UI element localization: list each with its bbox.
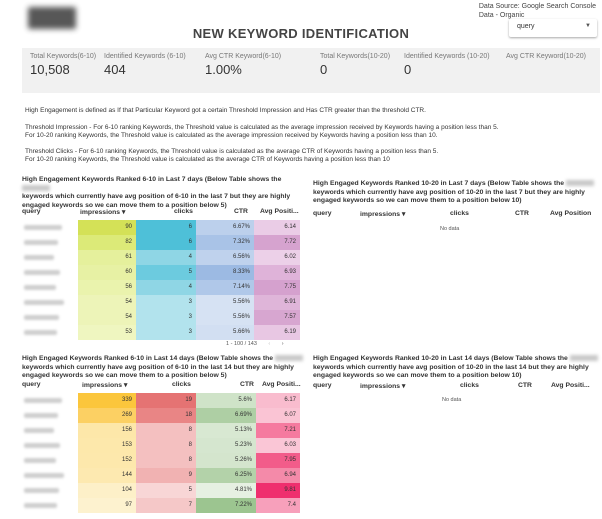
cell-pos: 6.19 xyxy=(254,325,300,340)
cell-ctr: 7.32% xyxy=(196,235,254,250)
table-row[interactable] xyxy=(22,235,300,250)
cell-clicks: 19 xyxy=(136,393,196,408)
cell-impressions: 82 xyxy=(78,235,136,250)
table1-pager xyxy=(226,341,284,347)
next-page-icon[interactable]: › xyxy=(281,341,284,347)
redacted-query xyxy=(24,428,54,433)
column-header-clicks[interactable]: clicks xyxy=(172,381,191,388)
table-row[interactable] xyxy=(22,265,300,280)
cell-ctr: 6.56% xyxy=(196,250,254,265)
dimension-select[interactable] xyxy=(509,19,597,37)
cell-ctr: 7.22% xyxy=(196,498,256,513)
cell-clicks: 4 xyxy=(136,250,196,265)
threshold-impression-10-20: For 10-20 ranking Keywords, the Threshold value is calculated as the average impression received by Keywords having a position less than 10. xyxy=(25,132,438,139)
table4-header-query[interactable]: query xyxy=(313,382,332,389)
cell-ctr: 6.25% xyxy=(196,468,256,483)
cell-impressions: 152 xyxy=(78,453,136,468)
redacted-query xyxy=(24,285,56,290)
cell-clicks: 18 xyxy=(136,408,196,423)
cell-ctr: 5.6% xyxy=(196,393,256,408)
cell-clicks: 3 xyxy=(136,295,196,310)
column-header-ctr[interactable]: CTR xyxy=(240,381,254,388)
kpi-bar xyxy=(22,48,600,93)
data-source-line: Data Source: Google Search Console xyxy=(478,3,596,10)
table4-header-ctr[interactable]: CTR xyxy=(518,382,532,389)
cell-pos: 6.03 xyxy=(256,438,300,453)
table-row[interactable] xyxy=(22,468,300,483)
column-header-ctr[interactable]: CTR xyxy=(234,208,248,215)
redacted-query xyxy=(24,473,64,478)
redacted-brand xyxy=(570,355,598,361)
cell-impressions: 156 xyxy=(78,423,136,438)
cell-pos: 9.81 xyxy=(256,483,300,498)
table-row[interactable] xyxy=(22,250,300,265)
cell-ctr: 5.13% xyxy=(196,423,256,438)
cell-ctr: 5.56% xyxy=(196,310,254,325)
table-row[interactable] xyxy=(22,438,300,453)
threshold-clicks-10-20: For 10-20 ranking Keywords, the Threshold value is calculated as the average CTR of Keywords having a position less than 10 xyxy=(25,156,390,163)
cell-impressions: 54 xyxy=(78,310,136,325)
table-row[interactable] xyxy=(22,498,300,513)
cell-ctr: 6.67% xyxy=(196,220,254,235)
cell-impressions: 56 xyxy=(78,280,136,295)
redacted-query xyxy=(24,398,62,403)
table4-header-impressions[interactable]: impressions ▾ xyxy=(360,383,406,390)
kpi-avg-ctr-10-20: Avg CTR Keyword(10-20) xyxy=(506,53,587,60)
data-type-line: Data - Organic xyxy=(478,12,525,19)
cell-ctr: 4.81% xyxy=(196,483,256,498)
page-title: NEW KEYWORD IDENTIFICATION xyxy=(192,26,410,41)
redacted-query xyxy=(24,225,62,230)
column-header-avg-position[interactable]: Avg Positi... xyxy=(260,208,299,215)
table-row[interactable] xyxy=(22,423,300,438)
cell-pos: 6.14 xyxy=(254,220,300,235)
table2-header-impressions[interactable]: impressions ▾ xyxy=(360,211,406,218)
table-row[interactable] xyxy=(22,325,300,340)
kpi-avg-ctr-6-10: Avg CTR Keyword(6-10) 1.00% xyxy=(205,53,282,77)
cell-impressions: 339 xyxy=(78,393,136,408)
redacted-query xyxy=(24,240,58,245)
cell-ctr: 5.23% xyxy=(196,438,256,453)
column-header-impressions[interactable]: impressions ▾ xyxy=(80,209,126,216)
cell-impressions: 54 xyxy=(78,295,136,310)
cell-clicks: 7 xyxy=(136,498,196,513)
cell-clicks: 8 xyxy=(136,423,196,438)
column-header-clicks[interactable]: clicks xyxy=(174,208,193,215)
table-row[interactable] xyxy=(22,310,300,325)
cell-impressions: 60 xyxy=(78,265,136,280)
cell-pos: 7.75 xyxy=(254,280,300,295)
table2-title: High Engaged Keywords Ranked 10-20 in Last 7 days (Below Table shows the keywords which currently have avg position of 10-20 in the last 7 but they are highly engaged keywords so we can move them to a position below 10) xyxy=(313,180,598,206)
table3-title: High Engaged Keywords Ranked 6-10 in Last 14 days (Below Table shows the keywords which currently have avg position of 6-10 in the last 14 but they are highly engaged keywords so we can move them to a position below 5) xyxy=(22,355,312,381)
column-header-impressions[interactable]: impressions ▾ xyxy=(82,382,128,389)
cell-clicks: 8 xyxy=(136,438,196,453)
table2-header-query[interactable]: query xyxy=(313,210,332,217)
redacted-query xyxy=(24,270,60,275)
cell-ctr: 5.66% xyxy=(196,325,254,340)
cell-impressions: 269 xyxy=(78,408,136,423)
chevron-down-icon: ▼ xyxy=(585,23,591,29)
table4-title: High Engaged Keywords Ranked 10-20 in Last 14 days (Below Table shows the keywords which currently have avg position of 10-20 in the last 14 but they are highly engaged keywords so we can move them to a position below 10) xyxy=(313,355,598,381)
table2-header-clicks[interactable]: clicks xyxy=(450,210,469,217)
table4-header-clicks[interactable]: clicks xyxy=(460,382,479,389)
table2-header-ctr[interactable]: CTR xyxy=(515,210,529,217)
table2-header-avg-position[interactable]: Avg Position xyxy=(550,210,592,217)
cell-clicks: 3 xyxy=(136,310,196,325)
cell-impressions: 61 xyxy=(78,250,136,265)
cell-ctr: 5.26% xyxy=(196,453,256,468)
table1-title: High Engagement Keywords Ranked 6-10 in Last 7 days (Below Table shows the keywords which currently have avg position of 6-10 in the last 7 but they are highly engaged keywords so we can move them to a position below 5) xyxy=(22,176,291,209)
column-header-query[interactable]: query xyxy=(22,208,41,215)
cell-impressions: 104 xyxy=(78,483,136,498)
cell-pos: 7.72 xyxy=(254,235,300,250)
cell-pos: 7.21 xyxy=(256,423,300,438)
table-row[interactable] xyxy=(22,453,300,468)
column-header-avg-position[interactable]: Avg Positi... xyxy=(262,381,301,388)
cell-pos: 7.4 xyxy=(256,498,300,513)
column-header-query[interactable]: query xyxy=(22,381,41,388)
table-row[interactable] xyxy=(22,408,300,423)
table3 xyxy=(22,379,300,519)
redacted-brand xyxy=(22,185,50,191)
cell-impressions: 153 xyxy=(78,438,136,453)
cell-clicks: 6 xyxy=(136,235,196,250)
cell-clicks: 9 xyxy=(136,468,196,483)
threshold-impression-6-10: Threshold Impression - For 6-10 ranking Keywords, the Threshold value is calculated as the average impression received by Keywords having a position less than 5. xyxy=(25,124,499,131)
cell-ctr: 8.33% xyxy=(196,265,254,280)
redacted-query xyxy=(24,503,57,508)
kpi-identified-keywords-10-20: Identified Keywords (10-20) 0 xyxy=(404,53,490,77)
cell-pos: 6.91 xyxy=(254,295,300,310)
cell-clicks: 6 xyxy=(136,220,196,235)
cell-pos: 6.17 xyxy=(256,393,300,408)
redacted-query xyxy=(24,330,57,335)
cell-pos: 6.94 xyxy=(256,468,300,483)
dimension-select-value: query xyxy=(517,23,535,30)
kpi-identified-keywords-6-10: Identified Keywords (6-10) 404 xyxy=(104,53,186,77)
cell-pos: 7.95 xyxy=(256,453,300,468)
table2-no-data: No data xyxy=(440,226,460,232)
cell-impressions: 53 xyxy=(78,325,136,340)
cell-clicks: 5 xyxy=(136,483,196,498)
table-row[interactable] xyxy=(22,220,300,235)
cell-clicks: 3 xyxy=(136,325,196,340)
kpi-total-keywords-6-10: Total Keywords(6-10) 10,508 xyxy=(30,53,97,77)
pager-range: 1 - 100 / 143 xyxy=(226,341,257,347)
redacted-brand xyxy=(566,180,594,186)
redacted-query xyxy=(24,488,59,493)
table-row[interactable] xyxy=(22,483,300,498)
threshold-clicks-6-10: Threshold Clicks - For 6-10 ranking Keywords, the Threshold value is calculated as the average CTR of Keywords having a position less than 5. xyxy=(25,148,439,155)
data-source-info xyxy=(479,2,596,20)
table-row[interactable] xyxy=(22,295,300,310)
cell-impressions: 144 xyxy=(78,468,136,483)
redacted-query xyxy=(24,315,59,320)
cell-clicks: 8 xyxy=(136,453,196,468)
cell-pos: 6.93 xyxy=(254,265,300,280)
cell-clicks: 5 xyxy=(136,265,196,280)
cell-pos: 6.02 xyxy=(254,250,300,265)
cell-clicks: 4 xyxy=(136,280,196,295)
cell-ctr: 7.14% xyxy=(196,280,254,295)
redacted-query xyxy=(24,458,56,463)
cell-pos: 6.07 xyxy=(256,408,300,423)
kpi-total-keywords-10-20: Total Keywords(10-20) 0 xyxy=(320,53,391,77)
cell-ctr: 6.69% xyxy=(196,408,256,423)
redacted-query xyxy=(24,255,54,260)
redacted-query xyxy=(24,300,64,305)
redacted-query xyxy=(24,443,60,448)
table4-no-data: No data xyxy=(442,397,462,403)
engagement-definition: High Engagement is defined as If that Particular Keyword got a certain Threshold Impression and Has CTR greater than the threshold CTR. xyxy=(25,107,426,114)
table-row[interactable] xyxy=(22,393,300,408)
cell-impressions: 90 xyxy=(78,220,136,235)
table4-header-avg-position[interactable]: Avg Positi... xyxy=(551,382,590,389)
cell-pos: 7.57 xyxy=(254,310,300,325)
redacted-query xyxy=(24,413,58,418)
cell-ctr: 5.56% xyxy=(196,295,254,310)
cell-impressions: 97 xyxy=(78,498,136,513)
prev-page-icon[interactable]: ‹ xyxy=(268,341,271,347)
table-row[interactable] xyxy=(22,280,300,295)
redacted-brand xyxy=(275,355,303,361)
table1 xyxy=(22,206,300,346)
